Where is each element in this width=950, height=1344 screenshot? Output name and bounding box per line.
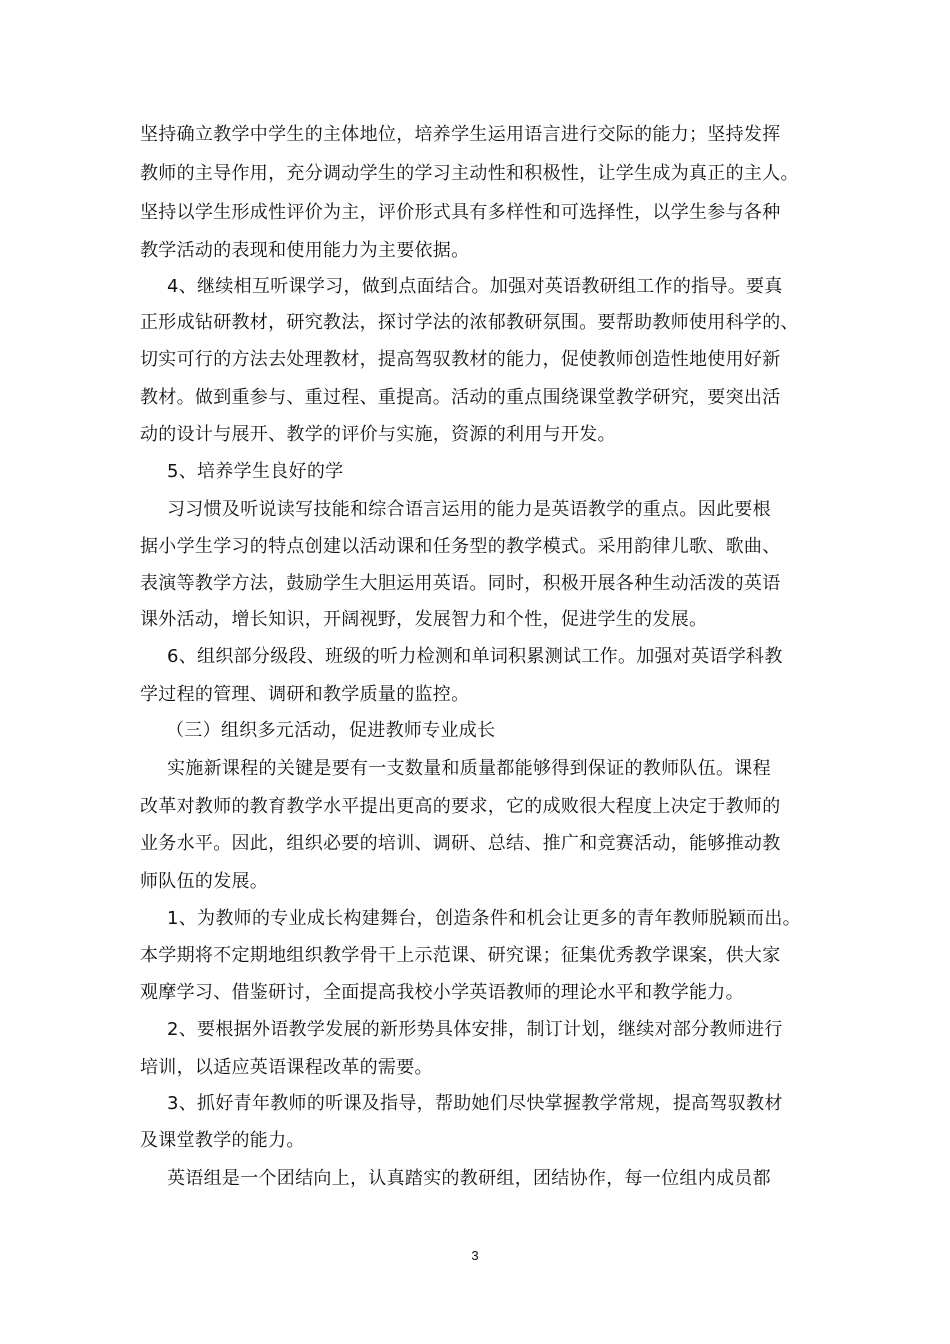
text-line: 正形成钻研教材，研究教法，探讨学法的浓郁教研氛围。要帮助教师使用科学的、 [140, 312, 799, 333]
text-line: 习习惯及听说读写技能和综合语言运用的能力是英语教学的重点。因此要根 [167, 499, 771, 520]
text-line: 教材。做到重参与、重过程、重提高。活动的重点围绕课堂教学研究，要突出活 [140, 387, 781, 408]
text-line: 教学活动的表现和使用能力为主要依据。 [140, 240, 470, 261]
text-line: 5、培养学生良好的学 [167, 461, 344, 482]
text-line: 师队伍的发展。 [140, 871, 269, 892]
text-line: 1、为教师的专业成长构建舞台，创造条件和机会让更多的青年教师脱颖而出。 [167, 908, 801, 929]
text-line: 动的设计与展开、教学的评价与实施，资源的利用与开发。 [140, 424, 616, 445]
text-line: 本学期将不定期地组织教学骨干上示范课、研究课；征集优秀教学课案，供大家 [140, 945, 781, 966]
text-line: 英语组是一个团结向上，认真踏实的教研组，团结协作，每一位组内成员都 [167, 1168, 771, 1189]
text-line: 坚持确立教学中学生的主体地位，培养学生运用语言进行交际的能力；坚持发挥 [140, 124, 781, 145]
text-line: 培训，以适应英语课程改革的需要。 [140, 1057, 433, 1078]
text-line: 表演等教学方法，鼓励学生大胆运用英语。同时，积极开展各种生动活泼的英语 [140, 573, 781, 594]
text-line: 6、组织部分级段、班级的听力检测和单词积累测试工作。加强对英语学科教 [167, 646, 783, 667]
text-line: 2、要根据外语教学发展的新形势具体安排，制订计划，继续对部分教师进行 [167, 1019, 783, 1040]
text-line: 据小学生学习的特点创建以活动课和任务型的教学模式。采用韵律儿歌、歌曲、 [140, 536, 781, 557]
text-line: 改革对教师的教育教学水平提出更高的要求，它的成败很大程度上决定于教师的 [140, 796, 781, 817]
text-line: 实施新课程的关键是要有一支数量和质量都能够得到保证的教师队伍。课程 [167, 758, 771, 779]
section-heading: （三）组织多元活动，促进教师专业成长 [166, 720, 496, 741]
text-line: 3、抓好青年教师的听课及指导，帮助她们尽快掌握教学常规，提高驾驭教材 [167, 1093, 783, 1114]
text-line: 观摩学习、借鉴研讨，全面提高我校小学英语教师的理论水平和教学能力。 [140, 982, 744, 1003]
text-line: 学过程的管理、调研和教学质量的监控。 [140, 684, 470, 705]
page-number: 3 [471, 1248, 479, 1263]
text-line: 教师的主导作用，充分调动学生的学习主动性和积极性，让学生成为真正的主人。 [140, 163, 799, 184]
text-line: 切实可行的方法去处理教材，提高驾驭教材的能力，促使教师创造性地使用好新 [140, 349, 781, 370]
text-line: 4、继续相互听课学习，做到点面结合。加强对英语教研组工作的指导。要真 [167, 276, 783, 297]
text-line: 及课堂教学的能力。 [140, 1130, 305, 1151]
text-line: 坚持以学生形成性评价为主，评价形式具有多样性和可选择性，以学生参与各种 [140, 202, 781, 223]
text-line: 业务水平。因此，组织必要的培训、调研、总结、推广和竞赛活动，能够推动教 [140, 833, 781, 854]
text-line: 课外活动，增长知识，开阔视野，发展智力和个性，促进学生的发展。 [140, 609, 708, 630]
